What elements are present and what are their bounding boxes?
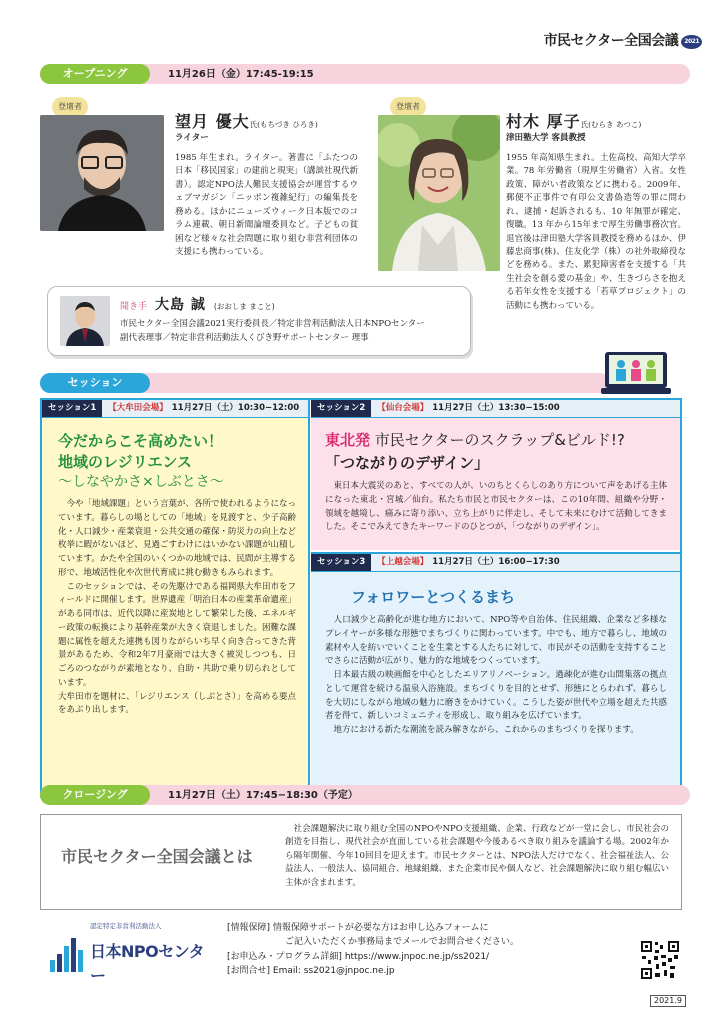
session1-header — [42, 400, 308, 418]
session2-title-rest: 市民セクターのスクラップ&ビルド!? — [374, 431, 625, 449]
session3-num: セッション3 — [311, 554, 371, 571]
speaker2-role: 登壇者 — [390, 97, 426, 117]
session2-title-2: 「つながりのデザイン」 — [325, 454, 489, 472]
session3-p1: 人口減少と高齢化が進む地方において、NPO等や自治体、住民組織、企業など多様なプレイヤーが多様な形態でまちづくりに関わっています。中でも、地方で暮らし、地域の素材や人を紡いでいくことを生業とする人たちに対して、市民がその活動を支持することでさらに活動が広がり、魅力的な地域をつくっています。 — [325, 615, 667, 667]
speaker2-title: 津田塾大学 客員教授 — [506, 133, 586, 143]
session3-venue: 【上越会場】 — [377, 557, 429, 568]
session1-p3: 大牟田市を題材に、「レジリエンス（しぶとさ）」を高める要点をあぶり出します。 — [58, 691, 296, 716]
session2-time: 11月27日（土）13:30−15:00 — [432, 403, 560, 414]
interviewer-photo — [60, 296, 110, 346]
session3-box — [311, 552, 680, 796]
session2-num: セッション2 — [311, 400, 371, 417]
session2-title-1 — [325, 429, 625, 452]
session1-num: セッション1 — [42, 400, 102, 417]
qr-code-icon[interactable] — [640, 940, 680, 980]
session1-body — [58, 498, 296, 718]
closing-bar — [40, 785, 690, 805]
session3-time: 11月27日（土）16:00−17:30 — [432, 557, 560, 568]
session1-title-1: 今だからこそ高めたい！ — [58, 432, 224, 450]
session3-header — [311, 554, 680, 572]
speaker2-suffix: 氏 — [580, 120, 589, 129]
speaker1-kana: (もちづき ひろき) — [257, 120, 318, 129]
session2-header — [311, 400, 680, 418]
session-label: セッション — [40, 373, 150, 393]
session3-body — [325, 614, 667, 738]
closing-label: クロージング — [40, 785, 150, 805]
session1-p1: 今や「地域課題」という言葉が、各所で使われるようになっています。暮らしの場としての「地域」を見渡すと、少子高齢化・人口減少・産業衰退・公共交通の確保・防災力の向上など枚挙に暇がないほど、見過ごすわけにはいかない課題が山積しています。かたや全国のいくつかの地域では、民間が主導する形で、地域活性化や次世代育成に挑む動きもみられます。 — [58, 499, 297, 578]
info1-label: [情報保障] — [227, 923, 271, 933]
speaker2-name-block — [506, 110, 641, 134]
info2-label: [お申込み・プログラム詳細] — [227, 951, 342, 962]
info2-line — [227, 950, 519, 964]
info3-label: [お問合せ] — [227, 966, 271, 977]
speaker1-name: 望月 優大 — [175, 112, 250, 131]
session2-venue: 【仙台会場】 — [377, 403, 429, 414]
interviewer-portrait-icon — [60, 296, 110, 346]
opening-bar — [40, 64, 690, 84]
session3-p3: 地方における新たな潮流を読み解きながら、これからのまちづくりを探ります。 — [333, 725, 639, 736]
speaker2-bio: 1955 年高知県生まれ。土佐高校、高知大学卒業。78 年労働省（現厚生労働省）入省。女性政策、障がい者政策などに携わる。2009年、郵便不正事件で有印公文書偽造等の罪に問われ、逮捕・起訴されるも、10 年無罪が確定、復職。13 年から15年まで厚生労働事務次官。退官後は津田塾大学客員教授を務めるほか、伊藤忠商事(株)、住友化学（株）の社外取締役などを務める。また、累犯障害者を支援する「共生社会を創る愛の基金」や、生きづらさを抱える若年女性を支援する「若草プロジェクト」の活動にも携わっている。 — [506, 153, 686, 311]
session3-p2: 日本最古級の映画館を中心としたエリアリノベーション。過疎化が進む山間集落の拠点として運営を続ける温泉入浴施設。まちづくりを目的とせず、形態にとらわれず、暮らしを大切にしながら地域の魅力に磨きをかけていく。こうした姿が世代や立場を超えた共感者を得て、新しいコミュニティを形成し、取り組みを広げています。 — [325, 670, 667, 722]
issue-date: 2021.9 — [650, 995, 686, 1007]
speaker2-photo — [378, 115, 500, 271]
interviewer-role: 聞き手 — [120, 302, 148, 312]
brand-logo — [544, 31, 702, 52]
about-box — [40, 814, 682, 910]
info3-line — [227, 964, 519, 978]
brand-year: 2021 — [681, 35, 702, 49]
speaker2-name: 村木 厚子 — [506, 112, 581, 131]
speaker1-role: 登壇者 — [52, 97, 88, 117]
info3-email[interactable]: Email: ss2021@jnpoc.ne.jp — [272, 966, 395, 977]
session1-venue: 【大牟田会場】 — [108, 403, 168, 414]
about-title: 市民セクター全国会議とは — [61, 847, 253, 866]
brand-name: 市民セクター全国会議 — [543, 33, 679, 49]
interviewer-name-line — [120, 295, 275, 316]
info1b-line: ご記入いただくか事務局までメールでお問合せください。 — [285, 937, 519, 948]
org-small: 認定特定非営利活動法人 — [90, 922, 162, 930]
info1-line — [227, 921, 519, 935]
interviewer-desc-2: 副代表理事／特定非営利活動法人くびき野サポートセンター 理事 — [120, 333, 369, 343]
org-logo — [44, 920, 214, 985]
session1-title-2: 地域のレジリエンス — [58, 453, 192, 471]
session1-box — [42, 400, 310, 796]
session1-p2: このセッションでは、その先駆けである福岡県大牟田市をフィールドに開催します。世界遺産「明治日本の産業革命遺産」がある同市は、近代以降に産炭地として繁栄した後、エネルギー政策の転換により基幹産業が大きく衰退しました。困難な課題に属性を超えた連携も図りながらいち早く向き合ってきた背景があるため、令和2年7月豪雨では大きく被災しつつも、日ごろのつながりが素地となり、自助・共助で乗り切られとしています。 — [58, 581, 297, 688]
speaker1-title: ライター — [175, 133, 209, 143]
about-body: 社会課題解決に取り組む全国のNPOやNPO支援組織、企業、行政などが一堂に会し、市民社会の創造を目指し、現代社会が直面している社会課題や今後あるべき取り組みを議論する場。2002年から隔年開催、今年10回目を迎えます。市民セクターとは、NPO法人だけでなく、社会福祉法人、公益法人、一般法人、協同組合、地縁組織、また企業市民や個人など、社会課題解決に取り組む幅広い主体が含まれます。 — [285, 824, 669, 888]
session2-box — [311, 400, 680, 550]
session2-title-accent: 東北発 — [325, 431, 371, 449]
org-logo-icon — [48, 934, 88, 974]
interviewer-name: 大島 誠 — [155, 297, 206, 313]
speaker1-suffix: 氏 — [249, 120, 258, 129]
speaker1-portrait-icon — [40, 115, 164, 231]
speaker1-bio: 1985 年生まれ。ライター。著書に「ふたつの日本「移民国家」の建前と現実」（講談社現代新書）。認定NPO法人難民支援協会が運営するウェブマガジン「ニッポン複雑紀行」の編集長を務める。ほかにニューズウィーク日本版でのコラム連載、朝日新聞論壇委員など。子どもの貧困など様々な社会問題に取り組む非営利団体の支援にも携わっている。 — [175, 153, 358, 257]
footer-info — [227, 921, 519, 979]
session-illustration-icon — [601, 350, 671, 396]
speaker1-name-block — [175, 110, 318, 134]
session2-body: 東日本大震災のあと、すべての人が、いのちとくらしのあり方について声をあげる主体になった東北・宮城／仙台。私たち市民と市民セクターは、この10年間、組織や分野・領域を越境し、痛みに寄り添い、立ち上がりに伴走し、そして未来にむけて活動してきました。そこでみえてきたキーワードのひとつが、「つながりのデザイン」。 — [325, 481, 667, 533]
session-bar — [40, 373, 610, 393]
opening-label: オープニング — [40, 64, 150, 84]
info2-link[interactable]: https://www.jnpoc.ne.jp/ss2021/ — [344, 951, 490, 962]
speaker2-kana: (むらき あつこ) — [588, 120, 642, 129]
info1-text: 情報保障サポートが必要な方はお申し込みフォームに — [272, 923, 489, 933]
closing-time: 11月27日（土）17:45−18:30（予定） — [168, 789, 358, 801]
speaker2-portrait-icon — [378, 115, 500, 271]
session1-time: 11月27日（土）10:30−12:00 — [171, 403, 300, 414]
interviewer-card — [47, 286, 471, 356]
session3-title: フォロワーとつくるまち — [351, 588, 515, 606]
interviewer-kana: (おおしま まこと) — [213, 302, 275, 311]
org-logo-text: 日本NPOセンター — [90, 942, 205, 985]
interviewer-desc-1: 市民セクター全国会議2021実行委員長／特定非営利活動法人日本NPOセンター — [120, 319, 425, 329]
opening-time: 11月26日（金）17:45-19:15 — [168, 68, 314, 80]
speaker1-photo — [40, 115, 164, 231]
session1-subtitle: 〜しなやかさ×しぶとさ〜 — [58, 474, 224, 490]
